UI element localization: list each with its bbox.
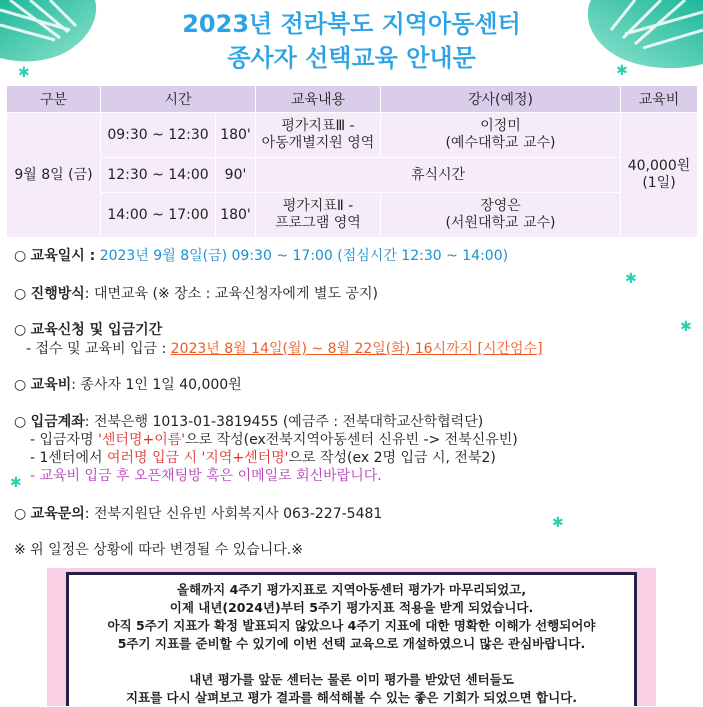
table-row (7, 193, 698, 238)
fee-cell: 40,000원 (1일) (621, 113, 698, 238)
note-line: 지표를 다시 살펴보고 평가 결과를 해석해볼 수 있는 좋은 기회가 되었으면 합니다. (125, 690, 578, 705)
info-date-label: 교육일시 : (30, 248, 96, 264)
sparkle-icon: ✱ (616, 63, 628, 79)
note-line: 5주기 지표를 준비할 수 있기에 이번 선택 교육으로 개설하였으니 많은 관심바랍니다. (117, 636, 586, 651)
account-sub2-suffix: 으로 작성(ex 2명 입금 시, 전북2) (288, 450, 496, 466)
date-cell: 9월 8일 (금) (7, 113, 101, 238)
duration-cell: 90' (216, 158, 256, 193)
header-fee: 교육비 (621, 86, 698, 113)
info-apply-label: 교육신청 및 입금기간 (30, 322, 163, 338)
content-cell: 평가지표Ⅲ - 아동개별지원 영역 (256, 113, 381, 158)
note-box (47, 568, 656, 706)
schedule-table (6, 85, 698, 238)
info-contact-label: 교육문의 (30, 506, 85, 522)
info-contact-value: : 전북지원단 신유빈 사회복지사 063-227-5481 (84, 506, 383, 522)
note-line: 이제 내년(2024년)부터 5주기 평가지표 적용을 받게 되었습니다. (169, 600, 534, 615)
schedule-change-notice: ※ 위 일정은 상황에 따라 변경될 수 있습니다.※ (14, 542, 303, 558)
sparkle-icon: ✱ (552, 515, 564, 531)
account-sub2-prefix: - 1센터에서 (30, 450, 107, 466)
table-row (7, 113, 698, 158)
page-title-line1: 2023년 전라북도 지역아동센터 (182, 10, 521, 38)
break-cell: 휴식시간 (256, 158, 621, 193)
info-account-sub3: - 교육비 입금 후 오픈채팅방 혹은 이메일로 회신바랍니다. (30, 468, 382, 484)
header-instructor: 강사(예정) (381, 86, 621, 113)
header-category: 구분 (7, 86, 101, 113)
bullet: ○ (14, 286, 27, 302)
note-content (66, 572, 637, 706)
time-cell: 09:30 ~ 12:30 (101, 113, 216, 158)
sparkle-icon: ✱ (680, 319, 692, 335)
info-fee-value: : 종사자 1인 1일 40,000원 (71, 377, 242, 393)
note-line: 올해까지 4주기 평가지표로 지역아동센터 평가가 마무리되었고, (176, 582, 527, 597)
sparkle-icon: ✱ (10, 475, 22, 491)
note-line (69, 653, 634, 671)
bullet: ○ (14, 322, 27, 338)
note-line: 아직 5주기 지표가 확정 발표되지 않았으나 4주기 지표에 대한 명확한 이해가 선행되어야 (107, 618, 596, 633)
info-apply-prefix: - 접수 및 교육비 입금 : (26, 341, 167, 357)
instructor-cell: 장영은 (서원대학교 교수) (381, 193, 621, 238)
info-account-value: : 전북은행 1013-01-3819455 (예금주 : 전북대학교산학협력단) (84, 414, 484, 430)
account-sub1-prefix: - 입금자명 (30, 432, 99, 448)
info-apply-period (26, 340, 543, 358)
account-sub1-suffix: 으로 작성(ex전북지역아동센터 신유빈 -> 전북신유빈) (185, 432, 518, 448)
sparkle-icon: ✱ (18, 65, 30, 81)
duration-cell: 180' (216, 113, 256, 158)
account-sub1-highlight: '센터명+이름' (98, 432, 186, 448)
info-account-sub1 (30, 431, 518, 449)
info-method-label: 진행방식 (30, 286, 85, 302)
header-time: 시간 (101, 86, 256, 113)
info-contact (14, 505, 382, 523)
info-account (14, 413, 483, 431)
page-title-line2: 종사자 선택교육 안내문 (227, 44, 476, 72)
duration-cell: 180' (216, 193, 256, 238)
time-cell: 12:30 ~ 14:00 (101, 158, 216, 193)
info-apply-period-value: 2023년 8월 14일(월) ~ 8월 22일(화) 16시까지 [시간엄수] (170, 341, 543, 357)
info-fee-label: 교육비 (30, 377, 72, 393)
bullet: ○ (14, 506, 27, 522)
table-header-row (7, 86, 698, 113)
info-date-value: 2023년 9월 8일(금) 09:30 ~ 17:00 (점심시간 12:30 ~ 14:00) (99, 248, 509, 264)
content-cell: 평가지표Ⅱ - 프로그램 영역 (256, 193, 381, 238)
note-line: 내년 평가를 앞둔 센터는 물론 이미 평가를 받았던 센터들도 (189, 672, 514, 687)
info-apply (14, 321, 162, 339)
sparkle-icon: ✱ (625, 271, 637, 287)
instructor-cell: 이정미 (예수대학교 교수) (381, 113, 621, 158)
bullet: ○ (14, 377, 27, 393)
info-method (14, 285, 378, 303)
info-fee (14, 376, 242, 394)
bullet: ○ (14, 248, 27, 264)
info-date (14, 247, 508, 265)
time-cell: 14:00 ~ 17:00 (101, 193, 216, 238)
info-account-sub2 (30, 449, 496, 467)
info-method-value: : 대면교육 (※ 장소 : 교육신청자에게 별도 공지) (84, 286, 378, 302)
info-account-label: 입금계좌 (30, 414, 85, 430)
account-sub2-highlight: 여러명 입금 시 '지역+센터명' (106, 450, 289, 466)
bullet: ○ (14, 414, 27, 430)
table-row (7, 158, 698, 193)
header-content: 교육내용 (256, 86, 381, 113)
